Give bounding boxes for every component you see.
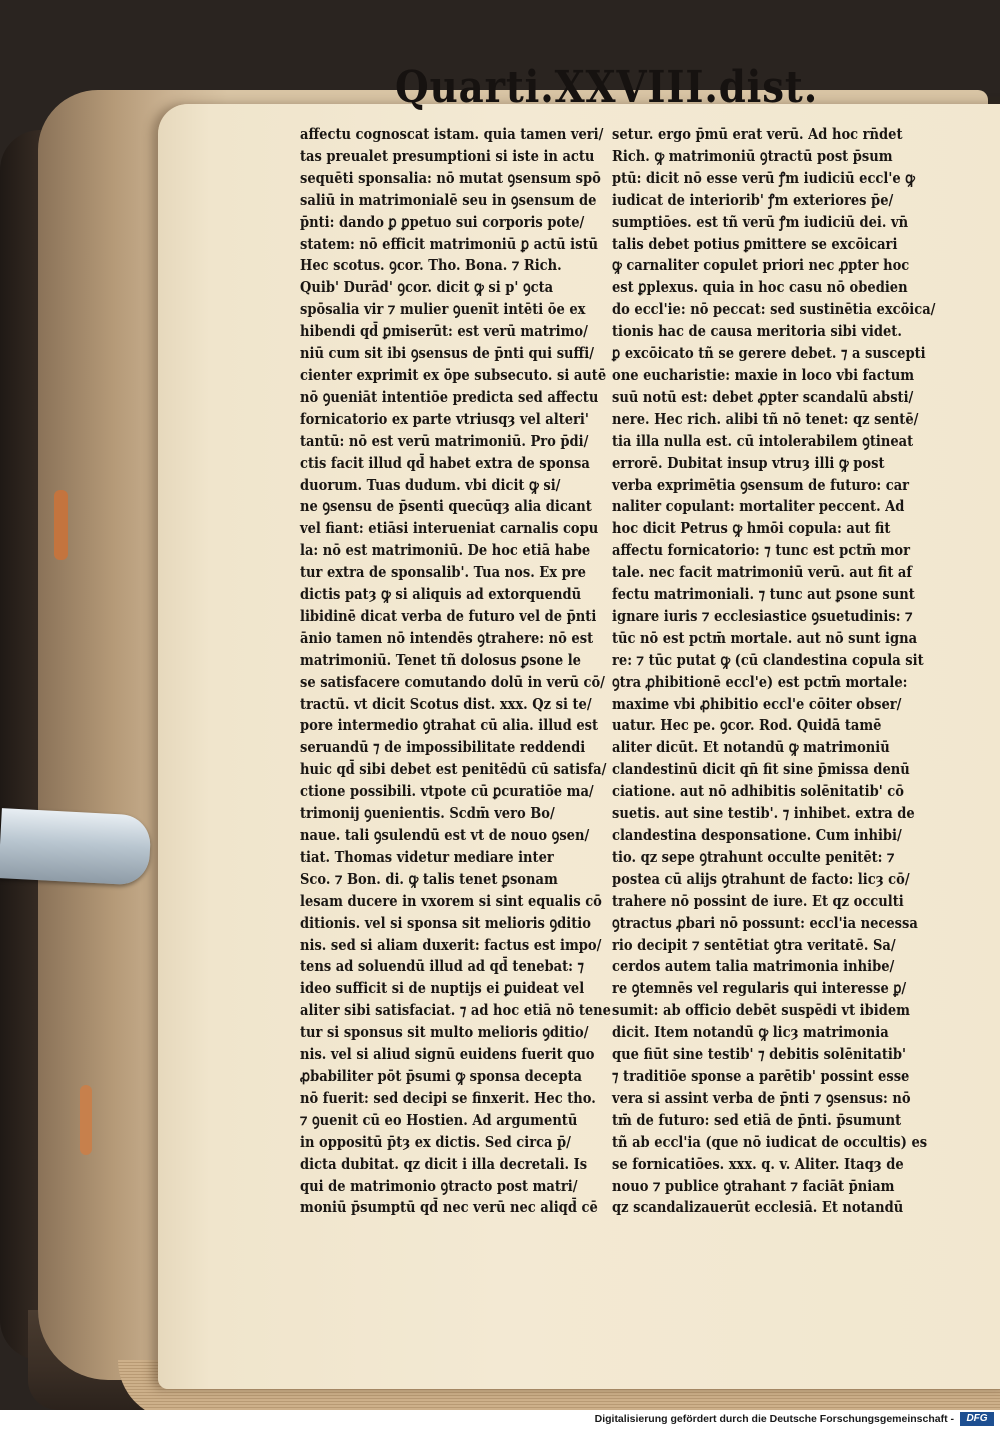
text-column-right bbox=[612, 124, 936, 1219]
text-line: do eccl'ie: nō peccat: sed sustinētia excōica/ bbox=[612, 300, 936, 319]
footer-credit: Digitalisierung gefördert durch die Deutsche Forschungsgemeinschaft - bbox=[594, 1413, 954, 1425]
text-line: ꝯtractus ꝓbari nō possunt: eccl'ia necessa bbox=[612, 913, 918, 932]
text-line: tur extra de sponsalib'. Tua nos. Ex pre bbox=[300, 563, 586, 582]
text-column-left bbox=[300, 124, 611, 1219]
text-line: tñ ab eccl'ia (que nō iudicat de occultis) es bbox=[612, 1132, 928, 1151]
bookmark-tab bbox=[54, 490, 68, 560]
text-line: trahere nō possint de iure. Et qz occulti bbox=[612, 891, 904, 910]
text-line: se fornicatiōes. xxx. q. v. Aliter. Itaqȝ de bbox=[612, 1154, 904, 1173]
text-line: duorum. Tuas dudum. vbi dicit ꝙ si/ bbox=[300, 475, 561, 494]
text-line: re: ⁊ tūc putat ꝙ (cū clandestina copula sit bbox=[612, 650, 924, 669]
text-line: qz scandalizauerūt ecclesiā. Et notandū bbox=[612, 1198, 904, 1217]
text-line: pore intermedio ꝯtrahat cū alia. illud est bbox=[300, 716, 599, 735]
text-line: aliter dicūt. Et notandū ꝙ matrimoniū bbox=[612, 738, 890, 757]
text-line: suetis. aut sine testib'. ⁊ inhibet. extra de bbox=[612, 804, 915, 823]
text-line: spōsalia vir ⁊ mulier ꝯuenīt intēti ōe ex bbox=[300, 300, 586, 319]
text-line: nō ꝯueniāt intentiōe predicta sed affectu bbox=[300, 387, 599, 406]
text-line: tale. nec facit matrimoniū verū. aut fit af bbox=[612, 563, 913, 582]
text-line: tur si sponsus sit multo melioris ꝯditio/ bbox=[300, 1023, 589, 1042]
text-line: sequēti sponsalia: nō mutat ꝯsensum spō bbox=[300, 168, 601, 187]
text-line: naue. tali ꝯsulendū est vt de nouo ꝯsen/ bbox=[300, 826, 590, 844]
text-line: ditionis. vel si sponsa sit melioris ꝯditio bbox=[300, 913, 591, 932]
text-line: vera si assint verba de p̄nti ⁊ ꝯsensus: nō bbox=[612, 1088, 911, 1107]
text-line: ideo sufficit si de nuptijs ei ꝑuideat vel bbox=[300, 979, 585, 998]
text-line: nis. vel si aliud signū euidens fuerit quo bbox=[300, 1045, 595, 1064]
text-line: one eucharistie: maxie in loco vbi factum bbox=[612, 365, 915, 384]
text-line: ne ꝯsensu de p̄senti quecūqȝ alia dicant bbox=[300, 497, 592, 516]
text-line: hoc dicit Petrus ꝙ hmōi copula: aut fit bbox=[612, 519, 891, 538]
text-line: Hec scotus. ꝯcor. Tho. Bona. ⁊ Rich. bbox=[300, 256, 562, 275]
text-line: nere. Hec rich. alibi tñ nō tenet: qz sentē/ bbox=[612, 409, 919, 428]
text-line: ignare iuris ⁊ ecclesiastice ꝯsuetudinis: ⁊ bbox=[612, 606, 913, 625]
text-line: hibendi qd̄ ꝑmiserūt: est verū matrimo/ bbox=[300, 322, 588, 341]
text-line: saliū in matrimonialē seu in ꝯsensum de bbox=[300, 190, 597, 209]
text-line: clandestinū dicit qn̄ fit sine p̄missa denū bbox=[612, 760, 910, 779]
text-line: p̄nti: dando ꝑ ꝑpetuo sui corporis pote/ bbox=[300, 212, 585, 231]
text-line: moniū p̄sumptū qd̄ nec verū nec aliqd̄ cē bbox=[300, 1198, 598, 1217]
text-line: ꝙ carnaliter copulet priori nec ꝓpter hoc bbox=[612, 256, 910, 275]
text-line: re ꝯtemnēs vel regularis qui interesse ꝑ/ bbox=[612, 979, 907, 998]
text-line: lesam ducere in vxorem si sint equalis cō bbox=[300, 891, 602, 910]
text-line: nouo ⁊ publice ꝯtrahant ⁊ faciāt p̄niam bbox=[612, 1176, 895, 1195]
text-line: setur. ergo p̄mū erat verū. Ad hoc rn̄det bbox=[612, 125, 903, 143]
text-line: huic qd̄ sibi debet est penitēdū cū satisfa/ bbox=[300, 760, 607, 779]
text-line: sumptiōes. est tñ verū ꝭm iudiciū dei. vn̄ bbox=[612, 212, 909, 231]
text-line: tas preualet presumptioni si iste in actu bbox=[300, 146, 595, 165]
text-line: clandestina desponsatione. Cum inhibi/ bbox=[612, 826, 902, 844]
text-line: que fiūt sine testib' ⁊ debitis solēnitatib' bbox=[612, 1045, 906, 1064]
text-line: maxime vbi ꝓhibitio eccl'e cōiter obser/ bbox=[612, 694, 902, 713]
text-line: errorē. Dubitat insup vtruȝ illi ꝙ post bbox=[612, 453, 885, 472]
text-line: in oppositū p̄tȝ ex dictis. Sed circa p̄/ bbox=[300, 1132, 571, 1151]
text-line: vel fiant: etiāsi interueniat carnalis copu bbox=[300, 519, 599, 538]
text-line: affectu cognoscat istam. quia tamen veri/ bbox=[300, 125, 604, 143]
text-line: Rich. ꝙ matrimoniū ꝯtractū post p̄sum bbox=[612, 146, 893, 165]
text-line: rio decipit ⁊ sentētiat ꝯtra veritatē. Sa/ bbox=[612, 935, 896, 954]
text-line: se satisfacere comutando dolū in verū cō/ bbox=[300, 672, 605, 691]
text-line: ptū: dicit nō esse verū ꝭm iudiciū eccl'e ꝙ bbox=[612, 168, 915, 187]
text-line: Quib' Durād' ꝯcor. dicit ꝙ si p' ꝯcta bbox=[300, 278, 554, 297]
text-line: niū cum sit ibi ꝯsensus de p̄nti qui suffi/ bbox=[300, 344, 594, 363]
text-line: dictis patȝ ꝙ si aliquis ad extorquendū bbox=[300, 585, 582, 604]
text-line: tiat. Thomas videtur mediare inter bbox=[300, 847, 554, 866]
text-line: tantū: nō est verū matrimoniū. Pro p̄di/ bbox=[300, 431, 589, 450]
page-header: Quarti.XXVIII.dist. bbox=[395, 62, 819, 113]
text-line: matrimoniū. Tenet tñ dolosus ꝑsone le bbox=[300, 650, 581, 669]
text-line: aliter sibi satisfaciat. ⁊ ad hoc etiā nō tene bbox=[300, 1001, 611, 1020]
text-line: trimonij ꝯuenientis. Scdm̄ vero Bo/ bbox=[300, 804, 555, 823]
text-line: qui de matrimonio ꝯtracto post matri/ bbox=[300, 1176, 578, 1195]
page-holder-clip bbox=[0, 808, 152, 886]
text-line: fornicatorio ex parte vtriusqȝ vel alteri' bbox=[300, 409, 589, 428]
text-line: est ꝑplexus. quia in hoc casu nō obedien bbox=[612, 278, 908, 297]
text-line: ctione possibili. vtpote cū ꝑcuratiōe ma/ bbox=[300, 782, 594, 801]
text-line: fectu matrimoniali. ⁊ tunc aut ꝑsone sunt bbox=[612, 585, 915, 604]
text-line: seruandū ⁊ de impossibilitate reddendi bbox=[300, 738, 586, 757]
text-line: statem: nō efficit matrimoniū ꝑ actū istū bbox=[300, 234, 599, 253]
text-line: talis debet potius ꝑmittere se excōicari bbox=[612, 234, 898, 253]
text-line: suū notū est: debet ꝓpter scandalū absti/ bbox=[612, 387, 914, 406]
text-line: cerdos autem talia matrimonia inhibe/ bbox=[612, 957, 895, 976]
text-line: naliter copulant: mortaliter peccent. Ad bbox=[612, 497, 905, 516]
text-line: ꝑ excōicato tñ se gerere debet. ⁊ a suscepti bbox=[612, 344, 926, 363]
text-line: tūc nō est pctm̄ mortale. aut nō sunt igna bbox=[612, 628, 918, 647]
text-line: postea cū alijs ꝯtrahunt de facto: licȝ cō/ bbox=[612, 869, 910, 888]
text-line: dicit. Item notandū ꝙ licȝ matrimonia bbox=[612, 1023, 889, 1042]
text-line: nō fuerit: sed decipi se finxerit. Hec tho. bbox=[300, 1088, 596, 1107]
text-line: nis. sed si aliam duxerit: factus est impo/ bbox=[300, 935, 602, 954]
text-line: uatur. Hec pe. ꝯcor. Rod. Quidā tamē bbox=[612, 716, 882, 735]
text-line: ciatione. aut nō adhibitis solēnitatib' cō bbox=[612, 782, 904, 801]
text-line: tia illa nulla est. cū intolerabilem ꝯtineat bbox=[612, 431, 914, 450]
text-line: ꝓbabiliter pōt p̄sumi ꝙ sponsa decepta bbox=[300, 1066, 582, 1085]
text-line: ctis facit illud qd̄ habet extra de sponsa bbox=[300, 453, 590, 472]
text-line: tionis hac de causa meritoria sibi videt. bbox=[612, 322, 902, 341]
text-line: tens ad soluendū illud ad qd̄ tenebat: ⁊ bbox=[300, 957, 585, 976]
text-line: Sco. ⁊ Bon. di. ꝙ talis tenet ꝑsonam bbox=[300, 869, 558, 888]
text-line: dicta dubitat. qz dicit i illa decretali. Is bbox=[300, 1154, 588, 1173]
text-line: la: nō est matrimoniū. De hoc etiā habe bbox=[300, 541, 591, 560]
text-line: tm̄ de futuro: sed etiā de p̄nti. p̄sumunt bbox=[612, 1110, 902, 1129]
text-line: verba exprimētia ꝯsensum de futuro: car bbox=[612, 475, 910, 494]
text-line: ⁊ ꝯuenit cū eo Hostien. Ad argumentū bbox=[300, 1110, 578, 1129]
text-line: tio. qz sepe ꝯtrahunt occulte penitēt: ⁊ bbox=[612, 847, 895, 866]
text-line: affectu fornicatorio: ⁊ tunc est pctm̄ mor bbox=[612, 541, 910, 560]
dfg-logo[interactable]: DFG bbox=[960, 1412, 994, 1426]
text-line: ānio tamen nō intendēs ꝯtrahere: nō est bbox=[300, 628, 594, 647]
text-line: tractū. vt dicit Scotus dist. xxx. Qz si te/ bbox=[300, 694, 592, 713]
text-line: cienter exprimit ex ōpe subsecuto. si autē bbox=[300, 365, 607, 384]
footer-bar bbox=[0, 1410, 1000, 1430]
text-line: libidinē dicat verba de futuro vel de p̄nti bbox=[300, 606, 597, 625]
text-line: iudicat de interiorib' ꝭm exteriores p̄e/ bbox=[612, 190, 894, 209]
text-line: ⁊ traditiōe sponse a parētib' possint esse bbox=[612, 1066, 910, 1085]
text-line: ꝯtra ꝓhibitionē eccl'e) est pctm̄ mortale: bbox=[612, 672, 908, 691]
text-line: sumit: ab officio debēt suspēdi vt ibidem bbox=[612, 1001, 910, 1020]
bookmark-tab bbox=[80, 1085, 92, 1155]
